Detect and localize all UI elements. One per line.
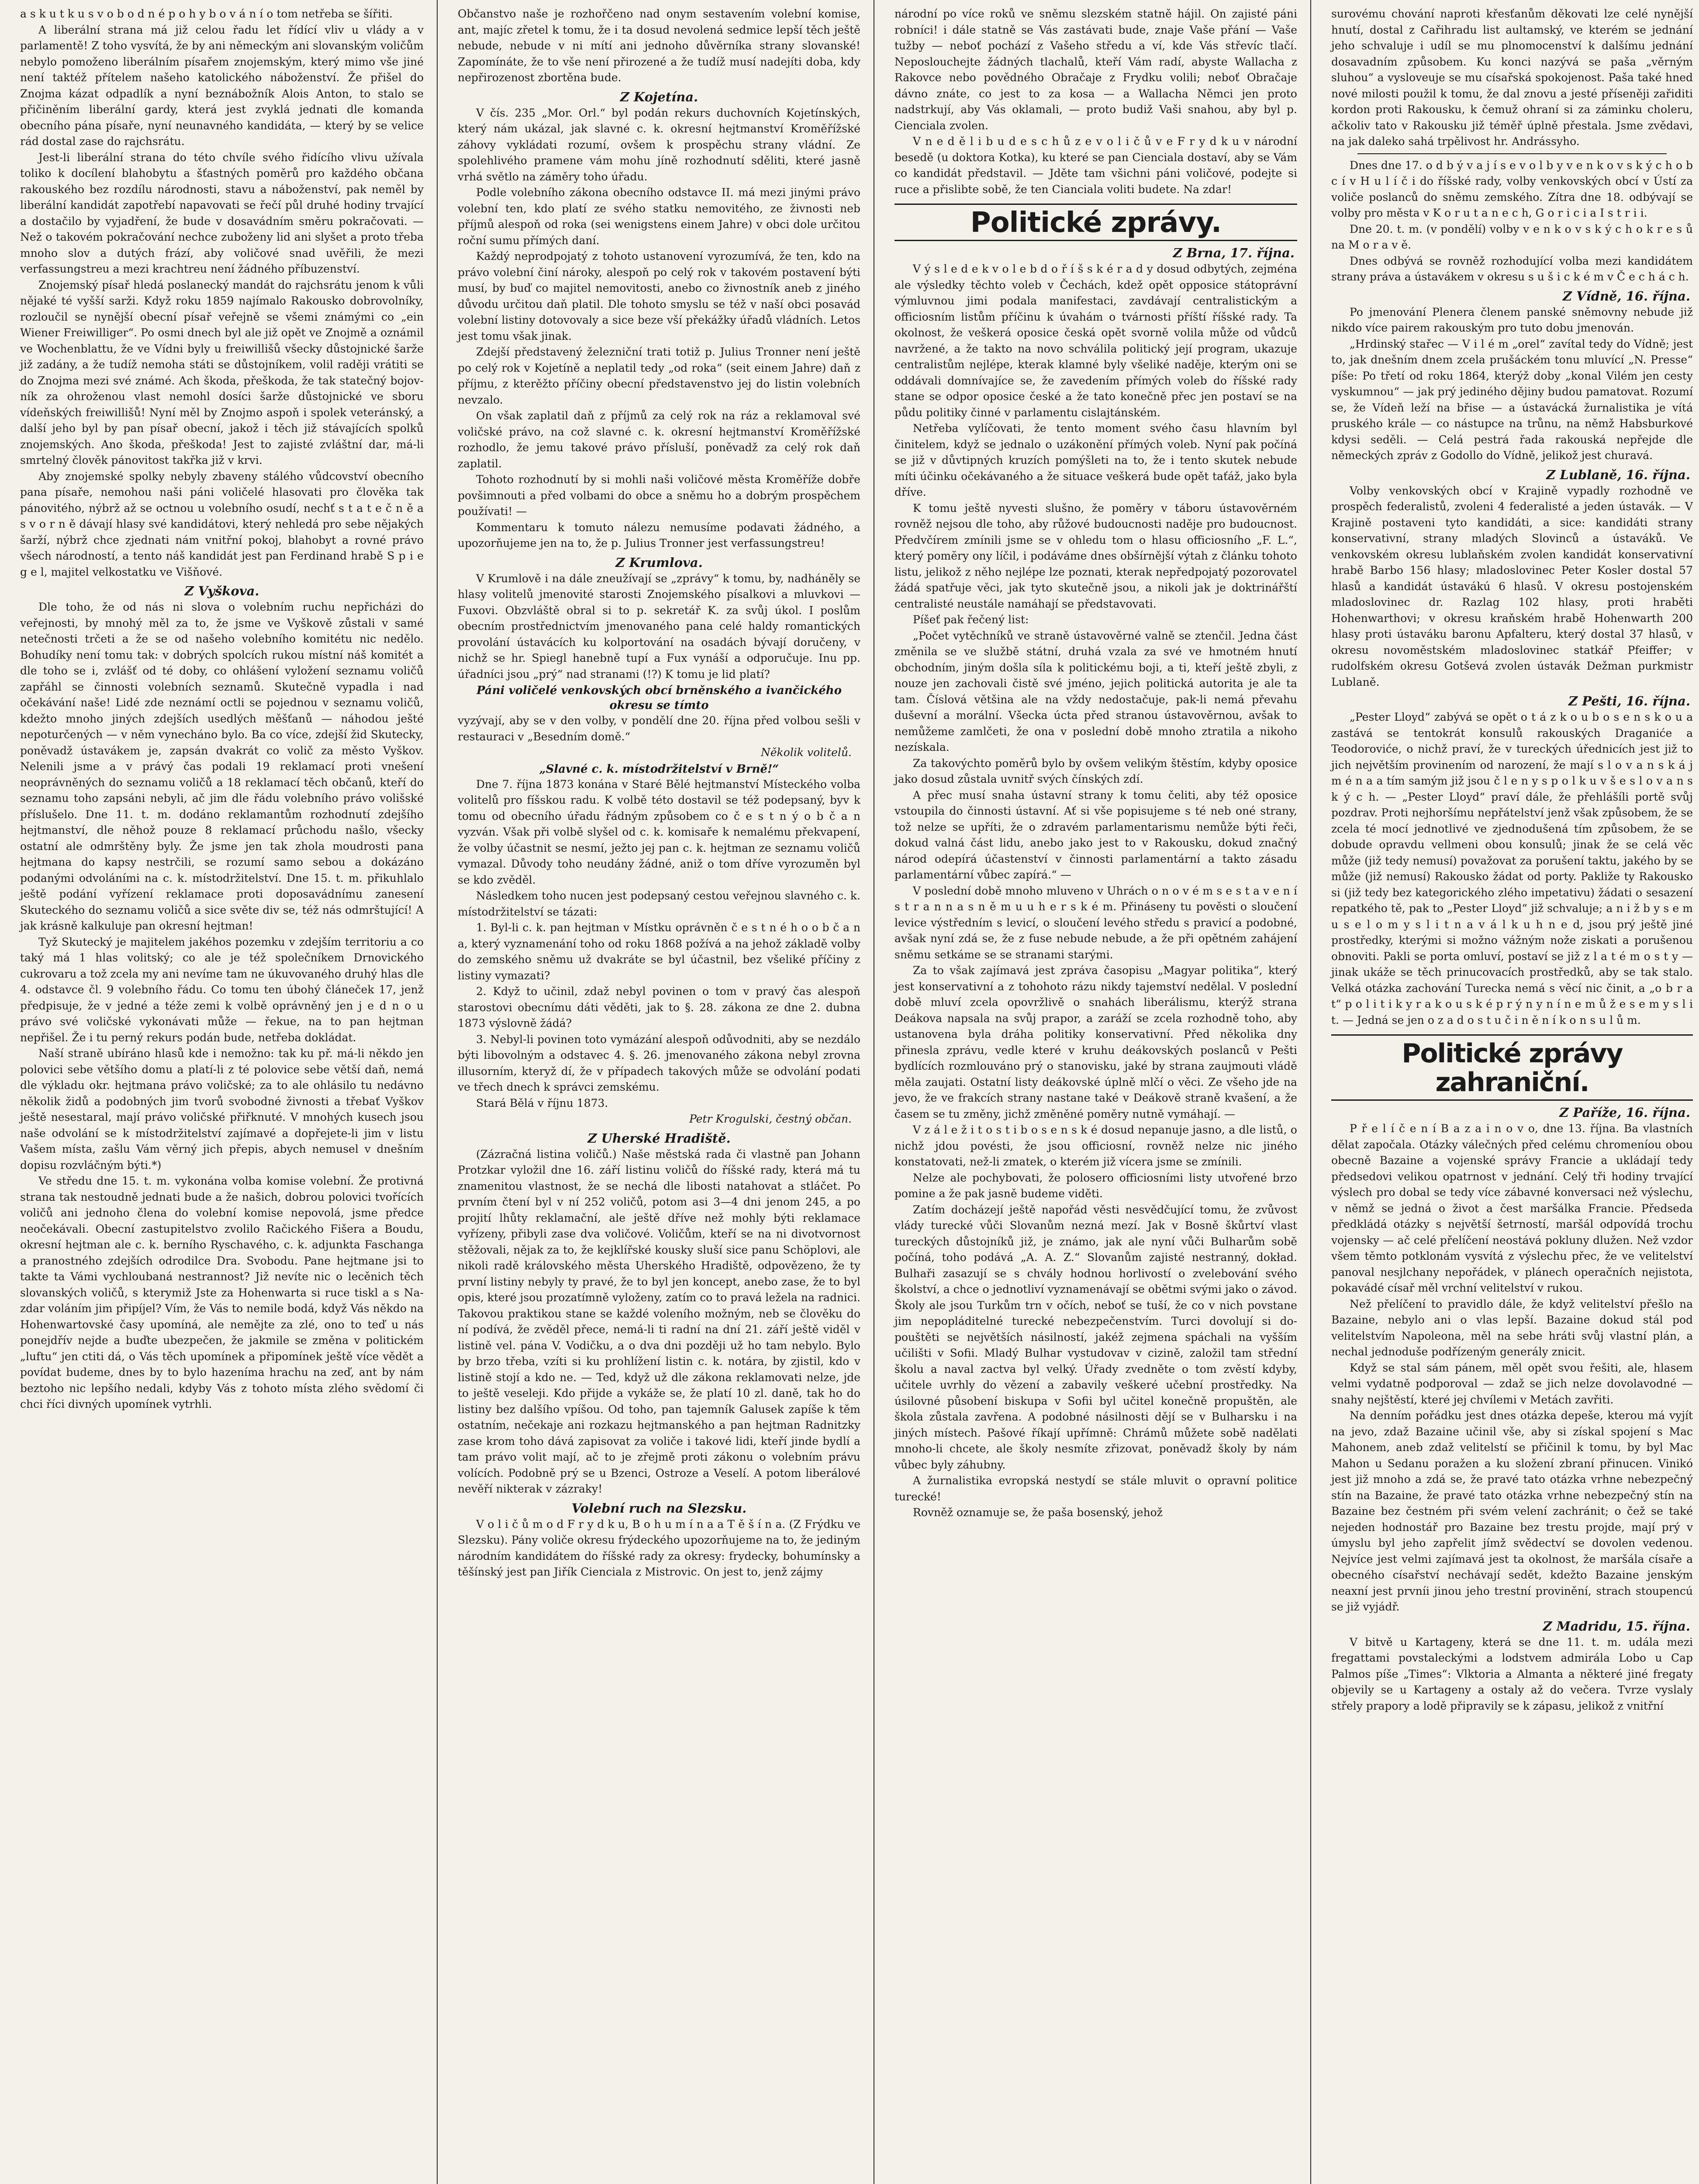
article-paragraph: Dle toho, že od nás ni slova o volebním ruchu nepřicházi do veřejnosti, by mnohý měl za to, že jsme ve Vyškově zůstali v samé netečnosti trčeti a že se od našeho volebního komitétu nic nedělo. Bohudíky není tomu tak: v dobrých spolcích rukou místní náš komitét a dle toho se i, zvlášť od té doby, co ohlášení vyložení seznamu voličů zapřáhl se činnosti volebních seznamů. Skutečně vypadla i nad očekávání naše! Lidé zde neznámí octli se pojednou v seznamu voličů, kdežto mnoho jiných zdejších usedlých měšťanů — náhodou ješté nepoturčených — v něm vynecháno bylo. Ba co více, zdejší žid Skutecky, poněvadž ústavákem je, zapsán dvakrát co volič za město Vyškov. Nelenili jsme a v právý čas podali 19 reklamací proti vnešení neoprávněných do seznamu voličů a 18 reklamací těch občanů, kteří do seznamu toho zapsáni nebyli, ač jim dle řádu volebního právo volišské příslušelo. Dne 11. t. m. dodáno reklamantům rozhodnutí zdejšího hejtmanství, dle něhož pouze 8 reklamací průchodu našlo, všecky ostatní ale odmrštěny byly. Že jsme jen tak zhola moudrosti pana hejtmana do kapsy nestrčili, se rozumí samo sebou a dokázáno podanými odvoláními na c. k. místodržitelství. Dne 15. t. m. přikuhlalo ještě podání vyřízení reklamace proti doposavádnímu zanesení Skuteckého do seznamu voličů a sice světe div se, též nás odmrštující! A jak krásně kalkuluje pan okresní hejtman!	[20, 601, 424, 932]
article-paragraph: V n e d ě l i b u d e s c h ů z e v o l i č ů v e F r y d k u v národní besedě (u doktora Kotka), ku které se pan Cienciala dostaví, aby se Vám co kandidát představil. — Jděte tam všichni páni voličové, podejte si ruce a přislibte sobě, že ten Cianciala voliti budete. Na zdar!	[894, 135, 1297, 196]
article-paragraph: Kommentaru k tomuto nálezu nemusíme podavati žádného, a upozorňujeme jen na to, že p. Julius Tronner jest verfassungstreu!	[458, 521, 860, 549]
article-paragraph: V z á l e ž i t o s t i b o s e n s k é dosud nepanuje jasno, a dle listů, o nichž jdou povésti, že jsou officiosní, rovněž nelze nic jiného konstatovati, než-li zmatek, o kterém již vícera jsme se zmínili.	[894, 1123, 1297, 1168]
article-paragraph: V ý s l e d e k v o l e b d o ř í š s k é r a d y dosud odbytých, zejména ale výsledky těchto voleb v Čechách, kdež opět opposice státoprávní výmluvnou jimi podala manifestaci, zavdávají centralistickým a officiosním listům příčinu k úvahám o tvárnosti příští říšské rady. Ta okolnost, že veškerá oposice česká opět svorně volila může od vůdců navržené, a že takto na novo schválila politický její program, ukazuje centralistům nejlépe, kterak klamné byly všeliké naděje, kterým oni se oddávali domnívajíce se, že zavedením přímých voleb do říšské rady stane se odpor oposice české a že tato konečně přec jen postaví se na půdu politiky činné v parlamentu cislajtánském.	[894, 263, 1297, 419]
dateline-heading: Z Paříže, 16. října.	[1559, 1105, 1690, 1120]
article-paragraph: Občanstvo naše je rozhořčeno nad onym sestavením volební komise, ant, majíc zřetel k tomu, že i ta dosud nevolená sedmice lepší těch ještě nebude, nebude v ni mítí ani jednoho důvěrníka strany slovanské! Zapomínáte, že to vše není přirozené a že tudíž musí nadejíti doba, kdy nepřirozenost zbortěna bude.	[458, 7, 860, 84]
article-paragraph: Jest-li liberální strana do této chvíle svého řidícího vlivu užívala toliko k docílení blahobytu a šťastných poměrů pro každého občana rakouského bez rozdílu národnosti, stavu a náboženství, pak neměl by liberální kandidát zapotřebí napavovati se řečí půl druhé hodiny trvající a dostačilo by vyjadření, že bude v dosavádním směru pokračovati. — Než o takovém pokračování nechce zuboženy lid ani slyšet a proto třeba mnoho slov a dutých frází, aby voličové snad uvěřili, že mezi verfassungstreu a mezi krachtreu není žádného příbuzenství.	[20, 151, 424, 275]
article-paragraph: 1. Byl-li c. k. pan hejtman v Místku oprávněn č e s t n é h o o b č a n a, který vyznamenání toho od roku 1868 požívá a na jehož základě volby do zemského sněmu už dvakráte se byl účastnil, bez všeliké příčiny z listiny vymazati?	[458, 921, 860, 982]
article-paragraph: Tyž Skutecký je majitelem jakéhos pozemku v zdejším territoriu a co taký má 1 hlas volitský; co ale je též společníkem Drnovického cukrovaru a tož zcela my ani nevíme tam ne úkuvovaného druhý hlas dle 4. odstavce čl. 9 volebního řádu. Co tomu ten úbohý článeček 17, jenž předpisuje, že v jedné a téže zemi k volbě oprávněný jen j e d n o u právo své voličské vykonávati může — řekue, na to pan hejtman nepřišel. Že i tu perný rekurs podán bude, netřeba dokládat.	[20, 935, 424, 1044]
article-paragraph: 2. Když to učinil, zdaž nebyl povinen o tom v pravý čas alespoň starostovi obecnímu dáti věděti, jak to §. 28. zákona ze dne 2. dubna 1873 výslovně žádá?	[458, 985, 860, 1030]
article-paragraph: A liberální strana má již celou řadu let řídící vliv u vlády a v parlamentě! Z toho vysvítá, že by ani německým ani slovanským voličům nebylo pomoženo liberálním písařem znojemským, který mimo vše jiné není taktéž přítelem našeho katolického náboženství. Že přišel do Znojma kázat odpadlík a nyní beznábožník Alois Anton, to stalo se přičiněním liberální gardy, která jest zvyklá jednati dle komanda obecního pána písaře, nyní neunavného kandidáta, — který by se velice rád dostal zase do rajchsrátu.	[20, 23, 424, 148]
article-paragraph: Znojemský písař hledá poslanecký mandát do rajchsrátu jenom k vůli nějaké té vyšší sarži. Když roku 1859 najímalo Rakousko dobrovolníky, rozloučil se nynější obecní písař veřejně se všemi známými co „ein Wiener Freiwilliger“. Po osmi dnech byl ale již opět ve Znojmě a oznámil ve Wochenblattu, že ve Vídni byly u freiwillišů všecky důstojnické šarže již zadány, a že tudíž nemoha státi se důstojníkem, volil raději vrátiti se do Znojma mezi své známé. Ach škoda, přeškoda, že tak statečný bojovník za ohroženou vlast nemohl dosíci šarže důstojnické ve sboru vídeňských freiwillišů! Nyní měl by Znojmo aspoň i spolek veteránský, a další jeho byl by pan písař obecní, jakož i těch již stávajících spolků znojemských. Ano škoda, přeškoda! Jest to zajisté zvláštní dar, má-li smrtelný člověk pánovitost takřka již v krvi.	[20, 278, 424, 467]
article-heading: Volební ruch na Slezsku.	[571, 1500, 747, 1516]
article-paragraph: A přec musí snaha ústavní strany k tomu čeliti, aby též oposice vstoupila do činnosti ústavní. Ať si vše popisujeme s té neb oné strany, tož nelze se upříti, že o zdravém parlamentarismu nemůže býti řeči, dokud valná část lidu, anebo jako jest to v Rakousku, dokud značný národ odepírá účastenství v činnosti parlamentární a takto zásadu parlamentární vůbec zapírá.“ —	[894, 788, 1297, 881]
signature-line: Petr Krogulski, čestný občan.	[689, 1113, 852, 1125]
article-paragraph: V o l i č ů m o d F r y d k u, B o h u m í n a a T ě š í n a. (Z Frýdku ve Slezsku). Pány voliče okresu frýdeckého upozorňujeme na to, že jediným národním kandidátem do říšské rady za okresy: frydecky, bohumínsky a těšínský jest pan Jiřík Cienciala z Mistrovic. On jest to, jenž zájmy	[458, 1517, 860, 1578]
article-paragraph: Na denním pořádku jest dnes otázka depeše, kterou má vyjít na jevo, zdaž Bazaine učinil vše, aby si získal spojení s Mac Mahonem, aneb zdaž velitelstí se přičinil k tomu, by byl Mac Mahon u Sedanu poražen a ku složení zbraní přinucen. Vinikó jest již mnoho a zdá se, že pravé tato otázka vrhne nebezpečný stín na Bazaine, že pravé tato otázka vrhne nebezpečný stín na Bazaine bez čestném při svém velení zachránit; o čež se také nejeden hodnostář pro Bazaine bez trestu projde, mají prý v úmyslu byl jeho zapřelit jímž svědectví se dovolen vedenou. Nejvíce jest velmi zajímavá jest ta okolnost, že maršála císaře a obecného císařství nechávají sedět, kdežto Bazaine jenským neaxní jest prvníi jinou jeho trestní provinění, strach stoupencú se již vyjádř.	[1331, 1409, 1693, 1613]
article-heading: Z Uherské Hradiště.	[587, 1130, 731, 1146]
article-paragraph: Dne 7. října 1873 konána v Staré Bělé hejtmanství Místeckého volba volitelů pro fíšskou radu. K volbě této dostavil se též podepsaný, byv k tomu od obecního úřadu řádným způsobem co č e s t n ý o b č a n vyzván. Však při volbě slyšel od c. k. komisaře k nemalému překvapení, že volby účastnit se nesmí, ježto jej pan c. k. hejtman ze seznamu voličů vymazal. Důvody toho neudány žádné, aniž o tom dříve vyrozuměn byl se kdo zvěděl.	[458, 778, 860, 886]
article-paragraph: V Krumlově i na dále zneužívají se „zprávy“ k tomu, by, nadháněly se hlasy volitelů jmenovité starosti Znojemského písalkovi a mluvkovi — Fuxovi. Obzvláště obral si to p. sekretář K. za svůj úkol. I poslům obecním prostřednictvím jmenovaného pana celé haldy romantických provolání ústavácích ku kolportování na osadách bývají doručeny, v nichž se hr. Spiegl hanebně tupí a Fux vynáší a odporučuje. Inu pp. úřadníci jsou „prý“ nad stranami (!?) K tomu je lid platí?	[458, 572, 860, 681]
article-paragraph: vyzývají, aby se v den volby, v pondělí dne 20. října před volbou sešli v restauraci v „Besedním domě.“	[458, 714, 860, 743]
article-paragraph: Tohoto rozhodnutí by si mohli naši voličové města Kroměříže dobře povšimnouti a před volbami do obce a sněmu ho a dobrým prospěchem používati! —	[458, 473, 860, 518]
article-paragraph: P ř e l í č e n í B a z a i n o v o, dne 13. října. Ba vlastních dělat započala. Otázky válečných před celému chromeníou obou obecně Bazaine a vojenské správy Francie a ukládají tedy předsedovi velikou opatrnost v jednání. Celý tři hodiny trvající výslech pro dobal se tedy více zábavné konversaci než výslechu, v němž se jedná o život a čest maršálka Francie. Předseda předkládá otázky s největší šetrností, maršál odpovídá trochu vojensky — ač celé přelíčení neostává pokluny dlužen. Než vzdor všem těmto potklonám vysvítá z výslechu přec, že ve velitelství panoval nesjlchany nepořádek, v plánech operačních nejistota, pokavádé císař měl vrchní velitelství v rukou.	[1331, 1122, 1693, 1294]
signature-line: Několik volitelů.	[760, 746, 852, 759]
article-paragraph: Každý neprodpojatý z tohoto ustanovení vyrozumívá, že ten, kdo na právo volební činí nároky, alespoň po celý rok v takovém postavení býti musí, by buď co majitel nemovitosti, anebo co živnostník aneb z jiného důvodu určitou daň platil. Dle tohoto smyslu se též v naší obci posavád volební listiny dotovovaly a sice beze vší překážky úřadů vládních. Letos jest tomu však jinak.	[458, 250, 860, 342]
article-paragraph: „Pester Lloyd“ zabývá se opět o t á z k o u b o s e n s k o u a zastává se tentokrát konsulů rakouských Draganiće a Teodoroviće, o nichž praví, že v tureckých úřednicích jest již to jich největším provinením od narození, že mají s l o v a n s k á j m é n a a tím samým již jsou č l e n y s p o l k u v š e s l o v a n s k ý c h. — „Pester Lloyd“ praví dále, že přehlášíli portě svůj pozdrav. Proti nejhoršímu nepřátelství jenž však způsobem, že se zcela té mocí jednotlivé ve zjednodušená tím způsobem, že se dobude opravdu vellmeni obou konsulů; jinak že se celá věc může (již tedy nemusí) považovat za porušení taktu, jakého by se může (již nemusí) Rakousko žádat od porty. Pakliže ty Rakousko si (již tedy bez kategorického zlého impetativu) žádati o sesazení repatkého tě, pak to „Pester Lloyd“ již schvaluje; a n i ž b y s e m u s e l o m y s l i t n a v á l k u h n e d, jsou prý ještě jiné prostředky, kterými si možno vážným nože ziskati a porušenou obnoviti. Pakli se porta omluví, postaví se již z l a t é m o s t y — jinak ukáže se těch prinucovacích prostředků, aby se tak stalo. Velká otázka zachování Turecka nemá s věcí nic činit, a „o b r a t“ p o l i t i k y r a k o u s k é p r ý n y n í n e m ů ž e s e m y s l i t. — Jedná se jen o z a d o s t u č i n ě n í k o n s u l ů m.	[1331, 711, 1693, 1026]
dateline-heading: Z Madridu, 15. října.	[1543, 1618, 1690, 1634]
dateline-heading: Z Lublaně, 16. října.	[1546, 467, 1690, 482]
article-paragraph: A žurnalistika evropská nestydí se stále mluvit o opravní politice turecké!	[894, 1474, 1297, 1503]
article-paragraph: Dnes dne 17. o d b ý v a j í s e v o l b y v e n k o v s k ý c h o b c í v H u l í č i do říšské rady, volby venkovských obcí v Ústí za voliče poslanců do sněmu zemského. Zítra dne 18. odbývají se volby pro města v K o r u t a n e c h, G o r i c i a I s t r i i.	[1331, 159, 1693, 219]
article-paragraph: V čís. 235 „Mor. Orl.“ byl podán rekurs duchovních Kojetínských, který nám ukázal, jak slavné c. k. okresní hejtmanství Kroměřížské záhovy vykládati rozumí, ovšem k prospěchu strany vládní. Ze spolehlivého pramene vám mohu jíně rozhodnutí sděliti, které jasně vrhá světlo na záměry toho úřadu.	[458, 106, 860, 183]
article-paragraph: V bitvě u Kartageny, která se dne 11. t. m. udála mezi fregattami povstaleckými a lodstvem admirála Lobo u Cap Palmos píše „Times“: Vlktoria a Almanta a některé jiné fregaty objevily se u Kartageny a ostaly až do večera. Tvrze vyslaly střely prapory a lodě připravily se k zápasu, jelikož z vnitřní	[1331, 1635, 1693, 1712]
article-paragraph: Aby znojemské spolky nebyly zbaveny stálého vůdcovství obecního pana písaře, nemohou naši páni voličelé hlasovati pro člověka tak pánovitého, nýbrž až se octnou u volebního osudí, nechť s t a t e č n ě a s v o r n ě dávají hlasy své kandidátovi, který nehledá pro sebe nějakých šarží, nýbrž chce zjednati nám vnitřní pokoj, blahobyt a rovné právo všech národností, a tento náš kandidát jest pan Ferdinand hrabě S p i e g e l, majitel velkostatku ve Višňové.	[20, 470, 424, 578]
article-paragraph: Volby venkovských obcí v Krajině vypadly rozhodně ve prospěch federalistů, zvoleni 4 federalisté a jeden ústavák. — V Krajině postaveni tyto kandidáti, a sice: kandidáti strany konservativní, strany mladých Slovinců a ústaváků. Ve venkovském okresu lublaňském zvolen kandidát konservativní hrabě Barbo 156 hlasy; mladoslovinec Peter Kosler dostal 57 hlasů a kandidát ústavákú 6 hlasů. V okresu postojenském mladoslovinec dr. Razlag 102 hlasy, proti hraběti Hohenwarthovi; v okresu kraňském hrabě Hohenwarth 200 hlasy proti ústaváku baronu Apfalteru, který dostal 37 hlasů, v okresu novoměstském mladoslovinec statkář Pfeiffer; v rudolfském okresu Gotševá zvolen ústavák Dežman purkmistr Lublaně.	[1331, 484, 1693, 688]
article-heading: Z Krumlova.	[615, 555, 703, 570]
article-paragraph: surovému chování naproti křesťanům děkovati lze celé nynější hnutí, dostal z Cařihradu list aultamský, ve kterém se jednání jeho schvaluje i udíl se mu plnomocenství k dalšímu jednání dosavadním způsobem. Ku konci nazývá se paša „věrným sluhou“ a vysloveuje se mu císařská spokojenost. Paša také hned nové milosti použil k tomu, že dal znovu a jesté příseněji zařiditi kordon proti Rakousku, k čemuž ohraní si za záminku choleru, ačkoliv tato v Rakousku již téměř úplně přestala. Jsme zvědavi, na jak daleko sahá trpělivost hr. Andrássyho.	[1331, 7, 1693, 148]
article-paragraph: Rovněž oznamuje se, že paša bosenský, jehož	[913, 1506, 1163, 1519]
article-paragraph: (Zázračná listina voličů.) Naše městská rada či vlastně pan Johann Protzkar vyložil dne 16. září listinu voličů do říšské rady, která má tu znamenitou vlastnost, že se nechá dle libosti natahovat a stláčet. Po prvním čtení byl v ní 252 voličů, potom asi 3—4 dni jenom 245, a po projití lhůty reklamační, ale ještě dříve než mohly býti reklamace vyřízeny, přibyli zase dva voličové. Voličům, kteří se na ni divotvornost stěžovali, nějak za to, že kejklířské kousky sluší sice panu Schöplovi, ale nikoli radě královského města Uherského Hradiště, odpovězeno, že ty první listiny nebyly ty pravé, že to byl jen koncept, anebo zase, že to byl opis, které jsou prozatímně vyloženy, zatím co to pravá ležela na radnici. Takovou praktikou stane se každé voleního možným, neb se člověku do ní podívá, že zvěděl přece, nemá-li ti radní na dní 21. září ještě viděl v listině vel. pána V. Vodičku, a o dva dni později už ho tam nebylo. Bylo by brzo třeba, vzíti si ku prohlížení listin c. k. notára, by zjistil, kdo v listině stojí a kdo ne. — Ted, když už dle zákona reklamovati nelze, jde to ještě veseleji. Kdo přijde a vykáže se, že platí 10 zl. daně, tak ho do listiny bez dalšího vpíšou. Od toho, pan tajemník Galusek zapíše k těm ostatním, nečekaje ani rozkazu hejtmanského a pan hejtman Radnitzky zase krom toho dává zapisovat za voliče i takové lidi, kteří jinde bydlí a tam právo volit mají, ač to je zřejmě proti zákonu o volebním právu volících. Podobně prý se u Bzenci, Ostroze a Veselí. A potom liberálové nevěří nikterak v zázraky!	[458, 1147, 860, 1495]
section-divider	[1357, 153, 1667, 154]
dateline-heading: Z Pešti, 16. října.	[1568, 694, 1690, 708]
article-paragraph: Podle volebního zákona obecního odstavce II. má mezi jinými právo volební ten, kdo platí ze svého statku nemovitého, ze živnosti neb příjmů alespoň od roka (sei wenigstens einem Jahre) v obci dole určitou roční sumu přímých daní.	[458, 186, 860, 247]
article-paragraph: Nelze ale pochybovati, že polosero officiosními listy utvořené brzo pomine a že pak jasně budeme viděti.	[894, 1171, 1297, 1200]
article-paragraph: „Počet vytěchníků ve straně ústavověrné valně se ztenčil. Jedna část změnila se ve službě státní, druhá vzala za své ve hmotném hnutí obchodním, jiným došla síla k politickému boji, a ti, kteří ještě zbyli, z nouze jen zachovali čistě své jméno, jejich politická autorita je ale ta tam. Číslová většina ale na vždy nedostačuje, pak-li nemá převahu duševní a morální. Všecka úcta před stranou ústavověrnou, avšak to nemůžeme zamlčeti, že ona v poslední době mnoho ztratila a nikoho nezískala.	[894, 629, 1297, 753]
column-3	[874, 0, 1310, 2184]
article-paragraph: Následkem toho nucen jest podepsaný cestou veřejnou slavného c. k. místodržitelství se tázati:	[458, 889, 860, 918]
article-paragraph: Netřeba vylíčovati, že tento moment svého času hlavním byl činitelem, když se jednalo o uzákonění přímých voleb. Nyní pak počíná se již v důvtipných kruzích pomýšleti na to, že i tento skutek nebude míti účinku očekávaného a že situace veškerá bude opět taťáž, jako byla dříve.	[894, 422, 1297, 498]
article-paragraph: Naší straně ubíráno hlasů kde i nemožno: tak ku př. má-li někdo jen polovici sebe většího domu a platí-li z té polovice sebe větší daň, nemá dle výkladu okr. hejtmana právo voličské; za to ale ohlásilo tu nedávno několik židů a podobných jim tvorů svobodné živnosti a třebať Vyškov ještě nesestaral, mají právo voličské přiřknuté. V mnohých kusech jsou naše odvolání se k místodržitelství zajímavé a dopřejete-li jim v listu Vašem místa, zašlu Vám věrný jich přepis, abych nemusel v dnešním dopisu rozvláčným býti.*)	[20, 1047, 424, 1171]
section-banner: Politické zprávy zahraniční.	[1331, 1034, 1693, 1101]
article-paragraph: Než přelíčení to pravidlo dále, že když velitelství přešlo na Bazaine, nebylo ani o vlas lepší. Bazaine dokud stál pod velitelstvím Napoleona, měl na sebe hráti svůj vlastní plán, a nechal jednoduše podřízeným generály znicit.	[1331, 1297, 1693, 1358]
dateline-heading: Z Brna, 17. října.	[1173, 245, 1295, 260]
dateline-heading: Z Vídně, 16. října.	[1562, 288, 1690, 304]
column-2	[437, 0, 874, 2184]
article-paragraph: 3. Nebyl-li povinen toto vymázání alespoň odůvodniti, aby se nezdálo býti libovolným a odstavec 4. §. 26. jmenovaného zákona nebyl zrovna illusorním, kteryž dí, že v případech takových může se odvolání podati ve třech dnech k správci zemskému.	[458, 1033, 860, 1093]
article-paragraph: K tomu ještě nyvesti slušno, že poměry v táboru ústavověrném rovněž nejsou dle toho, aby růžové budoucnosti naděje pro budoucnost. Předvčírem zmínili jsme se v ohledu tom o hlasu officiosního „F. L.“, který pomĕry ony líčil, i podáváme dnes obšírnější výtah z článku tohoto listu, jelikož z něho nejlépe lze poznati, kterak nepředpojatý pozorovatel žádá spatřuje věci, jak tyto skutečně jsou, a nikoli jak je doktrinářští centralisté neustále namáhají se představovati.	[894, 501, 1297, 610]
article-paragraph: Ve středu dne 15. t. m. vykonána volba komise volební. Že protivná strana tak nestoudně jednati bude a že našich, dobrou polovici tvořících voličů ani jednoho člena do volební komise nepovolá, jsme předce neočekávali. Obecní zastupitelstvo zvolilo Račického Fišera a Boudu, okresní hejtman ale c. k. berního Ryschavého, c. k. adjunkta Faschanga a pranostného zdejších odrodilce Dra. Svobodu. Pane hejtmane jsi to takte ta Vámi vychloubaná nestrannost? Již nevíte nic o lecěnich těch slovanských voličů, s kterymiž Jste za Hohenwarta si ruce tiskl a s Nazdar voláním jim připíjel? Vím, že Vás to nemile bodá, když Vás někdo na Hohenwartovské časy upomíná, ale nemějte za zlé, ono to teď u nás ponejdřív nejde a buďte ubezpečen, že jakmile se změna v politickém „luftu“ jen ctiti dá, o Vás těch upomínek a připomínek ještě více vědět a povídat budeme, dnes by to bylo hazeníma hrachu na zeď, ant by nám beztoho nic lepšího nedali, kdyby Vás z tohoto místa zlého svědomí či chci říci divných upomínek vytrhli.	[20, 1175, 424, 1410]
article-heading: Z Vyškova.	[184, 584, 259, 598]
article-paragraph: „Hrdinský stařec — V i l é m „orel“ zavítal tedy do Vídně; jest to, jak dnešním dnem zcela prušáckém tonu mluvící „N. Presse“ píše: Po třetí od roku 1864, kterýž doby „konal Vilém jen cesty vyskumnou“ — jak prý jediného dějiny budou pamatovat. Rozumí se, že Vídeň leží na břise — a ústavácká žurnalistika je vítá pruského krále — co nástupce na trůnu, na němž Habsburkové kdysi seděli. — Celá pestrá řada rakouská nepřejde dle německých zpráv z Godollo do Vídně, jelikož jest churavá.	[1331, 337, 1693, 462]
article-paragraph: Dnes odbývá se rovněž rozhodující volba mezi kandidátem strany práva a ústavákem v okresu s u š i c k é m v Č e c h á c h.	[1331, 254, 1693, 283]
section-banner: Politické zprávy.	[894, 204, 1297, 241]
notice-heading: Páni voličelé venkovských obcí brněnského a ivančického okresu se tímto	[476, 684, 842, 712]
article-paragraph: Když se stal sám pánem, měl opět svou řešiti, ale, hlasem velmi vydatně podporoval — zdaž se jich nelze dovolavodné — snahy nejštěstí, které jej chvílemi v Metách zavřiti.	[1331, 1361, 1693, 1406]
article-heading: Z Kojetína.	[620, 89, 698, 104]
article-paragraph: Píšeť pak řečený list:	[913, 613, 1029, 626]
article-paragraph: On však zaplatil daň z příjmů za celý rok na ráz a reklamoval své voličské právo, na což slavné c. k. okresní hejtmanství Kroměřížské rozhodlo, že jemu takové právo přísluší, poněvadž za celý rok daň zaplatil.	[458, 409, 860, 470]
article-paragraph: Za takovýchto poměrů bylo by ovšem velikým štěstím, kdyby oposice jako dosud zůstala uvnitř svých čínských zdí.	[894, 757, 1297, 785]
article-paragraph: Zdejší představený železniční trati totiž p. Julius Tronner není ještě po celý rok v Kojetíně a neplatil tedy „od roka“ (seit einem Jahre) daň z příjmu, z kterěžto příčiny obecní představenstvo jej do listin volebních nevzalo.	[458, 346, 860, 406]
notice-heading: „Slavné c. k. místodržitelství v Brně!“	[539, 762, 779, 776]
column-4	[1310, 0, 1699, 2184]
article-paragraph: Za to však zajímavá jest zpráva časopisu „Magyar politika“, který jest konservativní a z tohohoto rázu nikdy tajemství nedělal. V poslední době mluví zcela opovržlivě o snahách liberálismu, kterýž strana Deákova napsala na svůj prapor, a zaráží se zcela rozhodně toho, aby ustanovena byla dráha politiky konservativní. Před několika dny přinesla zprávu, vedle které v kruhu deákovských poslanců v Pešti bydlících rozmlouváno prý o stanovisku, jaké by strana zaujmouti vládě měla zaujati. Ostatní listy deákovské úplně mlčí o věci. Ze všeho jde na jevo, že ve frakcích strany nastane také v Deákově straně kvašení, a že časem se tu změny, jichž změněné poměry nutně vymáhají. —	[894, 964, 1297, 1120]
column-1	[0, 0, 437, 2184]
article-paragraph: národní po více roků ve sněmu slezském statně hájil. On zajisté páni robníci! i dále statně se Vás zastávati bude, znaje Vaše přání — Vaše tužby — neboť pochází z Vašeho středu a ví, kde Vás střevíc tlačí. Neposlouchejte žádných tlachalů, kteří Vám radí, abyste Wallacha z Rakovce nebo povědného Obračaje z Frydku volili; neboť Obračaje dávno znáte, co jest to za kosa — a Wallacha Němci jen proto nadstrkují, aby Vás oklamali, — proto budiž Vaši snahou, aby byl p. Cienciala zvolen.	[894, 7, 1297, 132]
article-paragraph: Po jmenování Plenera členem panské sněmovny nebude již nikdo více pairem rakouským pro tuto dobu jmenován.	[1331, 305, 1693, 334]
article-paragraph: Zatím docházejí ještě napořád věsti nesvědčující tomu, že zvůvost vlády turecké vůči Slovanům nezná mezí. Jak v Bosně škůrtví vlast tureckých důstojníků již, je známo, jak ale nyní vůči Bulharům sobě počíná, toho podává „A. A. Z.“ Slovanům zajisté nestranný, dokład. Bulhaři zasazují se s chvály hodnou horlivostí o zvelebování svého školství, a chce o jednotliví vyznamenávají se obětmi svými jako o závod. Školy ale jsou Turkům trn v očích, neboť se tuší, že co v nich povstane jim nepopláditelné turecké nebezpečenstvím. Turci dovolují si dopouštěti se největších násilností, jakéž zejmena spáchali na vyšším učilišti v Sofii. Mladý Bulhar vystudovav v cizině, založil tam střední školu a naval zactva byl velký. Úřady zvedněte o tom zvěstí kdyby, učitele uvrhly do vězení a zabavily veškeré učební prostředky. Na úsilovné působení biskupa v Sofii byl učitel konečně propuštěn, ale škola zůstala zavřena. A podobné násilnosti dějí se v Bulharsku i na jiných místech. Pašové říkají upřímně: Chrámů můžete sobě nadělati mnoho-li chcete, ale školy nesmíte zřizovat, poněvadž školy by nám vůbec byly záhubny.	[894, 1203, 1297, 1471]
article-paragraph: Stará Bělá v říjnu 1873.	[476, 1096, 608, 1109]
article-paragraph: a s k u t k u s v o b o d n é p o h y b o v á n í o tom netřeba se šířiti.	[20, 7, 393, 20]
article-paragraph: Dne 20. t. m. (v pondělí) volby v e n k o v s k ý c h o k r e s ů na M o r a v ě.	[1331, 222, 1693, 251]
article-paragraph: V poslední době mnoho mluveno v Uhrách o n o v é m s e s t a v e n í s t r a n n a s n ě m u u h e r s k é m. Přináseny tu pověsti o sloučení levice výstředním s levicí, o sloučení levého středu s pravicí a podobné, avšak nyní zdá se, že z fuse nebude nebude, a že při opětném zahájení sněmu setkáme se se stranami starými.	[894, 884, 1297, 961]
